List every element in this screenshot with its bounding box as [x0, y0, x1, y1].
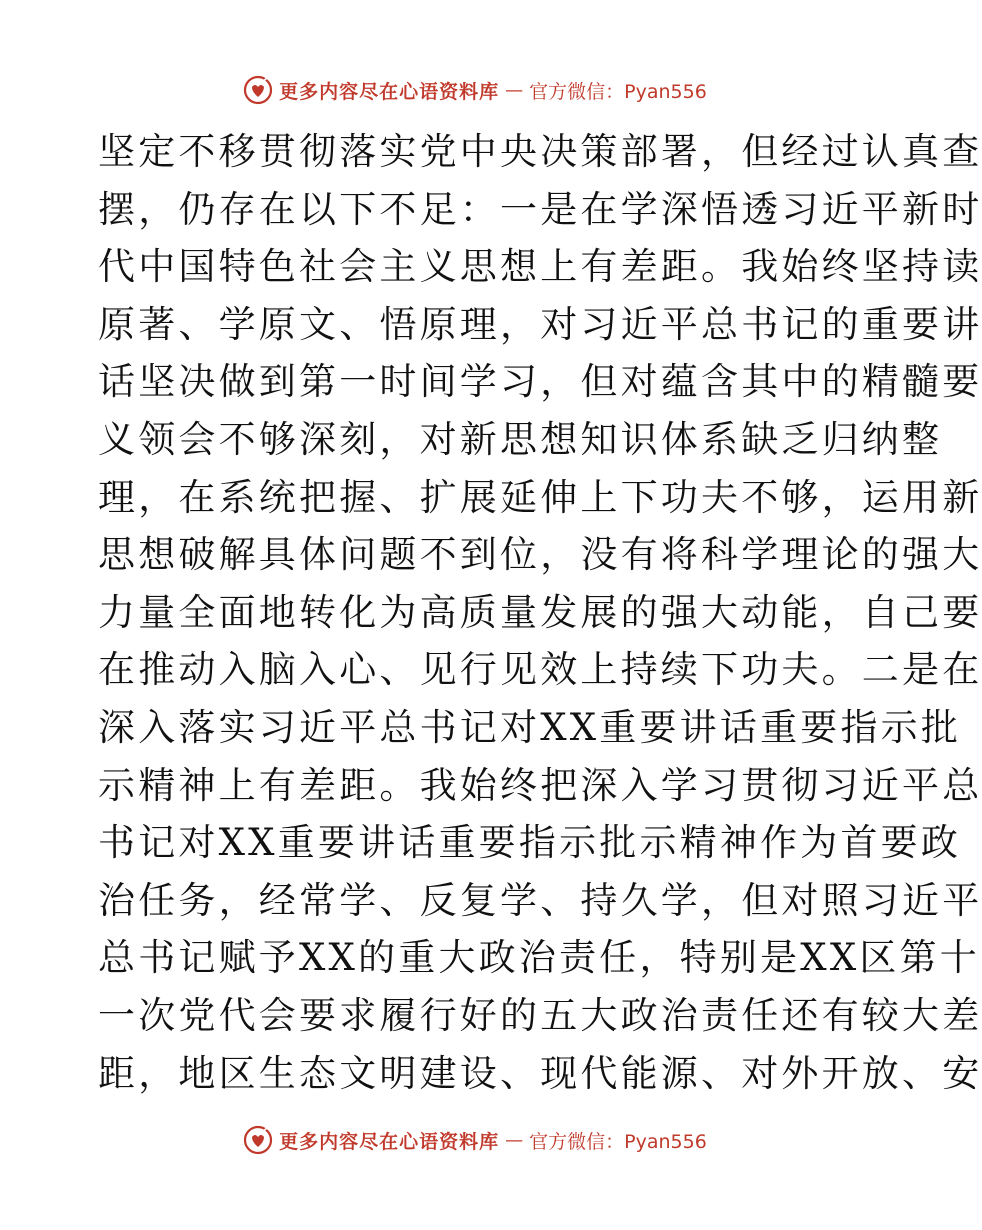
- body-line: 义领会不够深刻，对新思想知识体系缺乏归纳整: [98, 417, 943, 461]
- body-line: 在推动入脑入心、见行见效上持续下功夫。二是在: [98, 648, 982, 692]
- body-line: 话坚决做到第一时间学习，但对蕴含其中的精髓要: [98, 360, 982, 404]
- watermark-separator: —: [505, 1129, 524, 1151]
- watermark-contact-text: 官方微信：Pyan556: [529, 80, 707, 103]
- heart-pen-logo-icon: [243, 1125, 273, 1155]
- document-body: [98, 123, 982, 1102]
- body-line: 坚定不移贯彻落实党中央决策部署，但经过认真查: [98, 130, 982, 173]
- body-line: 书记对XX重要讲话重要指示批示精神作为首要政: [98, 821, 962, 865]
- body-line: 代中国特色社会主义思想上有差距。我始终坚持读: [98, 245, 982, 289]
- body-line: 治任务，经常学、反复学、持久学，但对照习近平: [98, 878, 982, 922]
- body-line: 摆，仍存在以下不足：一是在学深悟透习近平新时: [98, 187, 982, 231]
- body-line: 距，地区生态文明建设、现代能源、对外开放、安: [98, 1051, 982, 1095]
- watermark-main-text: 更多内容尽在心语资料库: [279, 1130, 500, 1153]
- body-line: 深入落实习近平总书记对XX重要讲话重要指示批: [98, 705, 962, 749]
- watermark-main-text: 更多内容尽在心语资料库: [279, 80, 500, 103]
- body-line: 总书记赋予XX的重大政治责任，特别是XX区第十: [98, 936, 980, 980]
- body-line: 原著、学原文、悟原理，对习近平总书记的重要讲: [98, 302, 982, 346]
- body-line: 一次党代会要求履行好的五大政治责任还有较大差: [98, 993, 982, 1037]
- header-watermark: [0, 72, 950, 108]
- watermark-contact-text: 官方微信：Pyan556: [529, 1130, 707, 1153]
- heart-pen-logo-icon: [243, 75, 273, 105]
- watermark-separator: —: [505, 79, 524, 101]
- body-line: 力量全面地转化为高质量发展的强大动能，自己要: [98, 590, 982, 634]
- body-line: 示精神上有差距。我始终把深入学习贯彻习近平总: [98, 763, 982, 807]
- footer-watermark: [0, 1122, 950, 1158]
- body-line: 理，在系统把握、扩展延伸上下功夫不够，运用新: [98, 475, 982, 519]
- body-line: 思想破解具体问题不到位，没有将科学理论的强大: [98, 533, 982, 577]
